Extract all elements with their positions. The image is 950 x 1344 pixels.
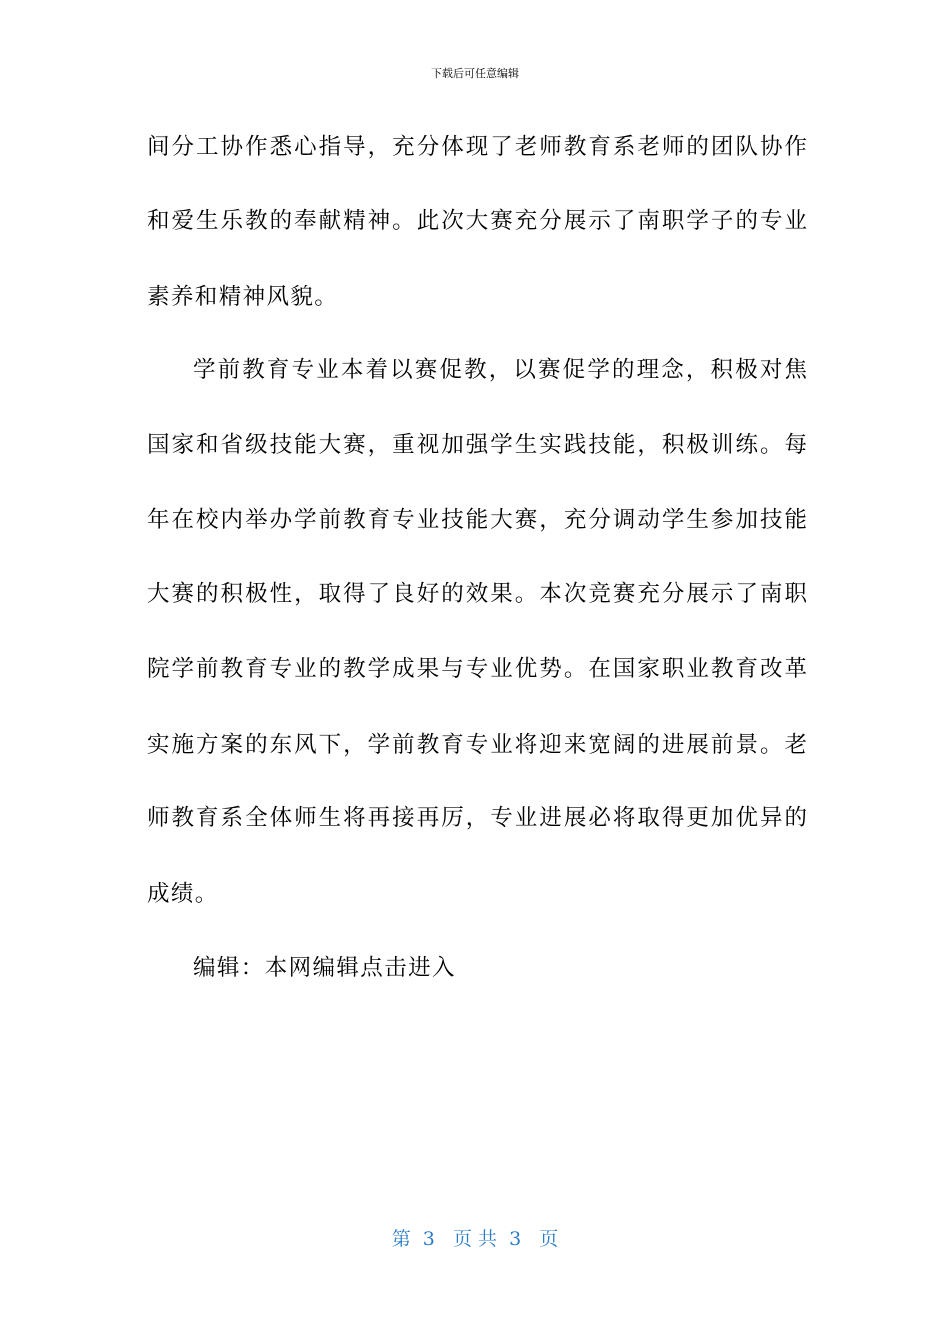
paragraph-line: 实施方案的东风下，学前教育专业将迎来宽阔的进展前景。老 (147, 732, 807, 758)
paragraph-line: 大赛的积极性，取得了良好的效果。本次竞赛充分展示了南职 (147, 581, 807, 607)
paragraph-line: 素养和精神风貌。 (147, 284, 339, 310)
editor-line: 编辑：本网编辑点击进入 (193, 955, 456, 981)
page-header-note: 下载后可任意编辑 (431, 67, 519, 80)
paragraph-line: 师教育系全体师生将再接再厉，专业进展必将取得更加优异的 (147, 805, 807, 831)
paragraph-line: 国家和省级技能大赛，重视加强学生实践技能，积极训练。每 (147, 432, 807, 458)
paragraph-line: 院学前教育专业的教学成果与专业优势。在国家职业教育改革 (147, 656, 807, 682)
page-number-footer: 第 3 页 共 3 页 (391, 1228, 559, 1250)
paragraph-line: 学前教育专业本着以赛促教，以赛促学的理念，积极对焦 (193, 357, 807, 383)
paragraph-line: 成绩。 (147, 881, 219, 907)
paragraph-line: 年在校内举办学前教育专业技能大赛，充分调动学生参加技能 (147, 507, 807, 533)
paragraph-line: 间分工协作悉心指导，充分体现了老师教育系老师的团队协作 (147, 134, 807, 160)
paragraph-line: 和爱生乐教的奉献精神。此次大赛充分展示了南职学子的专业 (147, 208, 807, 234)
